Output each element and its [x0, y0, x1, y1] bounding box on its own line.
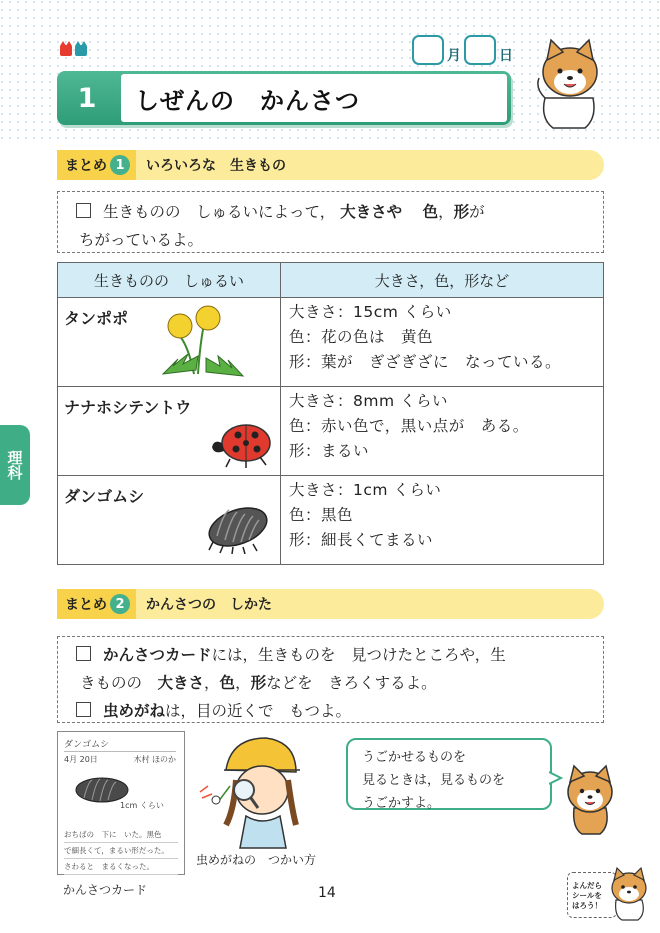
table-row — [58, 298, 604, 387]
summary-1-line-1 — [76, 198, 603, 226]
summary-1-line-2: ちがっているよ。 — [79, 231, 204, 249]
page-title: しぜんの かんさつ — [121, 74, 507, 122]
bubble-line: うごかせるものを — [362, 750, 467, 765]
card-note-line: おちばの 下に いた。黒色 — [64, 827, 178, 843]
text: は，目の近くで もつよ。 — [165, 702, 352, 720]
red-cat-icon — [60, 45, 72, 56]
day-label: 日 — [499, 48, 513, 64]
date-field — [412, 35, 513, 65]
card-date-row — [64, 751, 176, 765]
creature-name — [58, 476, 281, 565]
summary-2-heading: かんさつの しかた — [146, 597, 272, 613]
card-note-line: さわると まるくなった。 — [64, 859, 178, 875]
child-with-magnifier-icon — [196, 730, 316, 850]
page-number: 14 — [318, 885, 336, 901]
bubble-tail — [549, 770, 563, 786]
summary-2-box — [57, 636, 604, 723]
table-header-row — [58, 263, 604, 298]
shiba-dog-mascot-icon — [535, 38, 605, 133]
subject-tab-science[interactable]: 理科 — [0, 425, 30, 505]
keyword: 色 — [422, 203, 439, 221]
ladybug-icon — [208, 419, 276, 469]
bubble-line: 見るときは，見るものを — [362, 773, 506, 788]
text: などを きろくするよ。 — [266, 674, 437, 692]
teal-cat-icon — [75, 45, 87, 56]
text: 生きものの しゅるいによって， — [103, 203, 336, 221]
speech-bubble — [346, 738, 552, 810]
creature-name — [58, 298, 281, 387]
card-author: 木村 ほのか — [133, 755, 176, 764]
pill-bug-icon — [203, 500, 273, 554]
keyword: 色 — [219, 674, 236, 692]
text: ， — [438, 203, 454, 221]
card-date: 4月 20日 — [64, 755, 98, 764]
card-notes — [64, 827, 178, 875]
text: ， — [235, 674, 251, 692]
summary-tag-label: まとめ — [65, 597, 107, 613]
name-text: タンポポ — [64, 309, 129, 328]
checkbox[interactable] — [76, 646, 91, 661]
keyword: 大きさ — [157, 674, 205, 692]
bubble-line: うごかすよ。 — [362, 796, 441, 811]
creature-description — [281, 387, 604, 476]
color-line: 色：赤い色で，黒い点が ある。 — [289, 417, 529, 435]
size-line: 大きさ：15cm くらい — [289, 303, 452, 321]
summary-2-bar — [57, 589, 604, 619]
summary-2-tag — [57, 589, 136, 619]
keyword: 形 — [250, 674, 267, 692]
shape-line: 形：葉が ぎざぎざに なっている。 — [289, 353, 562, 371]
summary-1-heading: いろいろな 生きもの — [146, 158, 286, 174]
month-label: 月 — [447, 48, 461, 64]
color-line: 色：花の色は 黄色 — [289, 328, 434, 346]
month-box[interactable] — [412, 35, 444, 65]
name-text: ダンゴムシ — [64, 487, 145, 506]
table-row — [58, 476, 604, 565]
card-caption: かんさつカード — [63, 883, 148, 897]
keyword: 虫めがね — [103, 702, 166, 720]
unit-number: 1 — [77, 82, 97, 114]
summary-tag-label: まとめ — [65, 158, 107, 174]
magnifier-caption: 虫めがねの つかい方 — [196, 853, 317, 867]
card-size-note: 1cm くらい — [120, 801, 164, 810]
sticker-line: よんだら — [572, 881, 602, 890]
text: きものの — [80, 674, 158, 692]
summary-1-bar — [57, 150, 604, 180]
summary-2-line-2 — [76, 669, 603, 697]
summary-2-number: 2 — [110, 594, 130, 614]
summary-2-line-1 — [76, 641, 603, 669]
keyword: 形 — [453, 203, 470, 221]
keyword: かんさつカード — [103, 646, 212, 664]
summary-1-box — [57, 191, 604, 253]
day-box[interactable] — [464, 35, 496, 65]
observation-card — [57, 731, 185, 875]
keyword: 大きさ — [340, 203, 387, 221]
sticker-line: シールを — [572, 891, 602, 900]
table-row — [58, 387, 604, 476]
size-line: 大きさ：1cm くらい — [289, 481, 442, 499]
creature-description — [281, 298, 604, 387]
card-title: ダンゴムシ — [64, 740, 110, 750]
checkbox[interactable] — [76, 203, 91, 218]
shiba-dog-corner-icon — [608, 866, 650, 922]
checkbox[interactable] — [76, 702, 91, 717]
text: には，生きものを 見つけたところや，生 — [211, 646, 506, 664]
summary-1-tag — [57, 150, 136, 180]
color-line: 色：黒色 — [289, 506, 354, 524]
shape-line: 形：細長くてまるい — [289, 531, 434, 549]
creature-table — [57, 262, 604, 565]
table-header: 大きさ，色，形など — [281, 263, 604, 298]
cat-icons — [60, 45, 87, 56]
text: ， — [204, 674, 220, 692]
summary-2-line-3 — [76, 697, 603, 725]
name-text: ナナホシテントウ — [64, 398, 192, 417]
creature-name — [58, 387, 281, 476]
text: や — [386, 203, 418, 221]
shiba-dog-small-icon — [562, 764, 618, 836]
table-header: 生きものの しゅるい — [58, 263, 281, 298]
size-line: 大きさ：8mm くらい — [289, 392, 448, 410]
card-note-line: で細長くて，まるい形だった。 — [64, 843, 178, 859]
sticker-line: はろう！ — [572, 901, 602, 910]
dandelion-icon — [158, 304, 248, 380]
text: が — [469, 203, 485, 221]
summary-1-number: 1 — [110, 155, 130, 175]
creature-description — [281, 476, 604, 565]
shape-line: 形：まるい — [289, 442, 370, 460]
